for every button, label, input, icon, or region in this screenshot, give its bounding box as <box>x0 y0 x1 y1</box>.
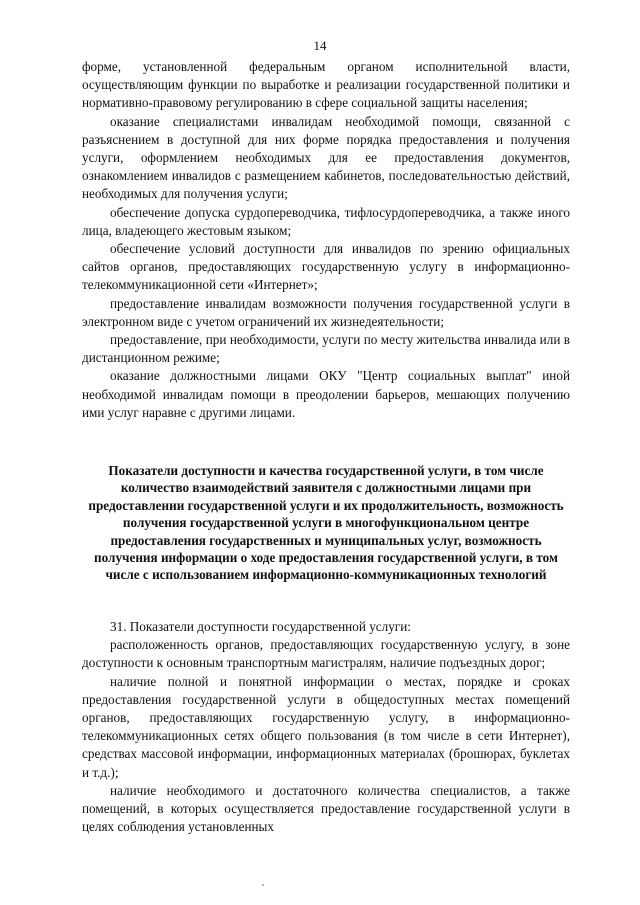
paragraph: форме, установленной федеральным органом исполнительной власти, осуществляющим функции по выработке и реализации государственной политики и нормативно-правовому регулированию в сфере социальной защиты населения; <box>82 59 570 111</box>
paragraph: оказание должностными лицами ОКУ "Центр социальных выплат" иной необходимой инвалидам помощи в преодолении барьеров, мешающих получению ими услуг наравне с другими лицами. <box>82 368 570 420</box>
scan-artifact-dot <box>262 884 264 886</box>
paragraph: 31. Показатели доступности государственной услуги: <box>110 619 411 634</box>
paragraph: обеспечение допуска сурдопереводчика, тифлосурдопереводчика, а также иного лица, владеющего жестовым языком; <box>82 204 570 238</box>
section-heading: Показатели доступности и качества государственной услуги, в том числе количество взаимодействий заявителя с должностными лицами при предоставлении государственной услуги и их продолжительность, возможность получения государственной услуги в многофункциональном центре предоставления государственных и муниципальных услуг, возможность получения информации о ходе предоставления государственной услуги, в том числе с использованием информационно-коммуникационных технологий <box>88 463 564 583</box>
paragraph: предоставление инвалидам возможности получения государственной услуги в электронном виде с учетом ограничений их жизнедеятельности; <box>82 295 570 329</box>
page-number: 14 <box>313 38 327 53</box>
paragraph: предоставление, при необходимости, услуги по месту жительства инвалида или в дистанционном режиме; <box>82 332 570 366</box>
body-text-block-2 <box>82 618 570 836</box>
paragraph: наличие необходимого и достаточного количества специалистов, а также помещений, в которых осуществляется предоставление государственной услуги в целях соблюдения установленных <box>82 782 570 835</box>
paragraph: расположенность органов, предоставляющих государственную услугу, в зоне доступности к основным транспортным магистралям, наличие подъездных дорог; <box>82 637 570 671</box>
body-text-block-1 <box>82 58 570 422</box>
paragraph: оказание специалистами инвалидам необходимой помощи, связанной с разъяснением в доступной для них форме порядка предоставления и получения услуги, оформлением необходимых для ее предоставления документов, ознакомлением инвалидов с размещением кабинетов, последовательностью действий, необходимых для получения услуги; <box>82 113 570 202</box>
paragraph: наличие полной и понятной информации о местах, порядке и сроках предоставления государственной услуги в общедоступных местах помещений органов, предоставляющих государственную услугу, в информационно-телекоммуникационных сетях общего пользования (в том числе в сети Интернет), средствах массовой информации, информационных материалах (брошюрах, буклетах и т.д.); <box>82 673 570 780</box>
paragraph: обеспечение условий доступности для инвалидов по зрению официальных сайтов органов, предоставляющих государственную услугу в информационно-телекоммуникационной сети «Интернет»; <box>82 241 570 293</box>
